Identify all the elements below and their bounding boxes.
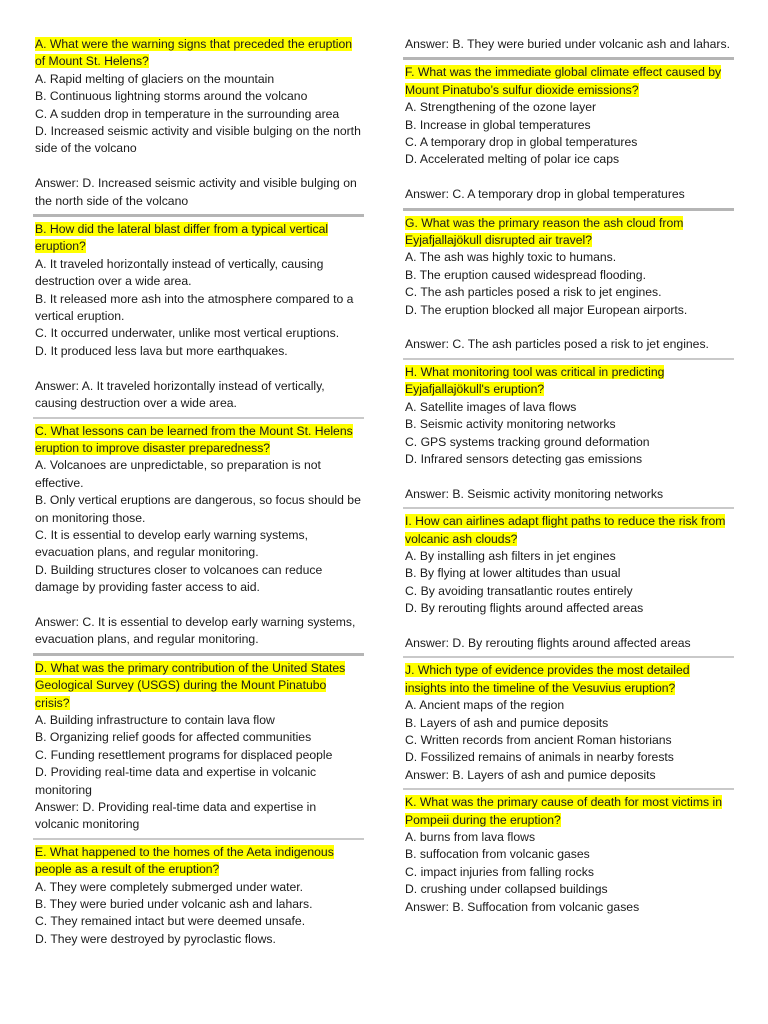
answer-text: Answer: D. By rerouting flights around affected areas [405,635,691,650]
answer-text: Answer: D. Providing real-time data and expertise in volcanic monitoring [35,800,317,832]
option-c: C. A temporary drop in global temperatures [405,135,638,150]
question-block-a [35,36,362,210]
option-d: D. By rerouting flights around affected areas [405,601,644,616]
option-a: A. Ancient maps of the region [405,698,565,713]
option-d: D. Providing real-time data and expertise in volcanic monitoring [35,765,317,797]
answer-text: Answer: B. Suffocation from volcanic gases [405,899,640,914]
question-block-k [405,794,732,916]
option-b: B. By flying at lower altitudes than usual [405,566,621,581]
option-c: C. Written records from ancient Roman historians [405,732,672,747]
separator [403,208,734,211]
question-text: E. What happened to the homes of the Aeta indigenous people as a result of the eruption? [35,844,334,877]
question-block-i [405,513,732,652]
option-b: B. The eruption caused widespread flooding. [405,267,646,282]
question-text: A. What were the warning signs that preceded the eruption of Mount St. Helens? [35,37,353,69]
separator [33,653,364,656]
question-block-g [405,215,732,354]
separator [403,788,734,790]
option-c: C. They remained intact but were deemed unsafe. [35,914,306,929]
option-a: A. By installing ash filters in jet engines [405,548,616,563]
option-d: D. Accelerated melting of polar ice caps [405,152,620,167]
option-b: B. Organizing relief goods for affected communities [35,730,312,745]
option-d: D. Increased seismic activity and visible bulging on the north side of the volcano [35,124,361,156]
answer-text: Answer: C. A temporary drop in global temperatures [405,187,685,202]
option-c: C. Funding resettlement programs for displaced people [35,747,333,762]
option-a: A. Building infrastructure to contain lava flow [35,712,275,727]
question-block-f [405,64,732,203]
option-c: C. It is essential to develop early warning systems, evacuation plans, and regular monitoring. [35,527,308,560]
option-a: A. Strengthening of the ozone layer [405,100,597,115]
question-text: C. What lessons can be learned from the Mount St. Helens eruption to improve disaster preparedness? [35,423,353,455]
option-a: A. They were completely submerged under water. [35,879,304,894]
question-block-b [35,221,362,412]
option-c: C. The ash particles posed a risk to jet engines. [405,285,662,300]
question-block-h [405,364,732,503]
option-d: D. It produced less lava but more earthquakes. [35,343,288,358]
question-block-c [35,423,362,649]
option-a: A. Volcanoes are unpredictable, so preparation is not effective. [35,458,321,490]
separator [403,656,734,658]
option-b: B. They were buried under volcanic ash and lahars. [35,897,313,912]
answer-text: Answer: C. The ash particles posed a risk to jet engines. [405,337,709,352]
option-c: C. GPS systems tracking ground deformation [405,434,650,449]
answer-text: Answer: B. Layers of ash and pumice deposits [405,767,656,782]
option-b: B. Only vertical eruptions are dangerous, so focus should be on monitoring those. [35,493,361,525]
option-c: C. A sudden drop in temperature in the surrounding area [35,106,340,121]
separator [403,358,734,360]
carry-over-answer: Answer: B. They were buried under volcanic ash and lahars. [405,37,730,51]
separator [33,838,364,840]
left-column [35,36,362,948]
question-text: F. What was the immediate global climate effect caused by Mount Pinatubo’s sulfur dioxide emissions? [405,65,722,97]
question-text: J. Which type of evidence provides the most detailed insights into the timeline of the Vesuvius eruption? [405,663,690,695]
option-d: D. crushing under collapsed buildings [405,882,608,897]
question-text: I. How can airlines adapt flight paths to reduce the risk from volcanic ash clouds? [405,514,726,546]
option-a: A. The ash was highly toxic to humans. [405,250,617,265]
option-d: D. They were destroyed by pyroclastic flows. [35,931,276,946]
answer-text: Answer: A. It traveled horizontally instead of vertically, causing destruction over a wide area. [35,378,325,411]
separator [403,57,734,60]
answer-text: Answer: D. Increased seismic activity and visible bulging on the north side of the volcano [35,176,357,208]
option-b: B. Continuous lightning storms around the volcano [35,89,308,104]
option-d: D. Fossilized remains of animals in nearby forests [405,750,674,765]
option-a: A. It traveled horizontally instead of vertically, causing destruction over a wide area. [35,256,324,289]
question-text: D. What was the primary contribution of the United States Geological Survey (USGS) during the Mount Pinatubo crisis? [35,660,346,710]
question-block-d [35,660,362,834]
option-d: D. Building structures closer to volcanoes can reduce damage by providing faster access to aid. [35,562,323,595]
answer-text: Answer: B. Seismic activity monitoring networks [405,486,664,501]
option-c: C. By avoiding transatlantic routes entirely [405,583,633,598]
option-a: A. Rapid melting of glaciers on the mountain [35,71,275,86]
question-text: H. What monitoring tool was critical in predicting Eyjafjallajökull's eruption? [405,364,665,397]
question-text: B. How did the lateral blast differ from a typical vertical eruption? [35,222,329,254]
option-d: D. Infrared sensors detecting gas emissions [405,451,643,466]
option-c: C. It occurred underwater, unlike most vertical eruptions. [35,326,340,341]
right-column [405,36,732,916]
question-block-j [405,662,732,784]
option-c: C. impact injuries from falling rocks [405,864,594,879]
separator [33,214,364,217]
option-b: B. Increase in global temperatures [405,117,591,132]
option-a: A. Satellite images of lava flows [405,399,577,414]
option-a: A. burns from lava flows [405,830,536,844]
separator [403,507,734,509]
option-d: D. The eruption blocked all major European airports. [405,302,688,317]
option-b: B. It released more ash into the atmosphere compared to a vertical eruption. [35,291,354,324]
question-text: G. What was the primary reason the ash cloud from Eyjafjallajökull disrupted air travel? [405,215,684,248]
option-b: B. Seismic activity monitoring networks [405,417,616,432]
separator [33,417,364,419]
question-text: K. What was the primary cause of death for most victims in Pompeii during the eruption? [405,795,722,827]
answer-text: Answer: C. It is essential to develop early warning systems, evacuation plans, and regular monitoring. [35,614,356,647]
option-b: B. suffocation from volcanic gases [405,847,590,862]
question-block-e [35,844,362,948]
option-b: B. Layers of ash and pumice deposits [405,715,609,730]
